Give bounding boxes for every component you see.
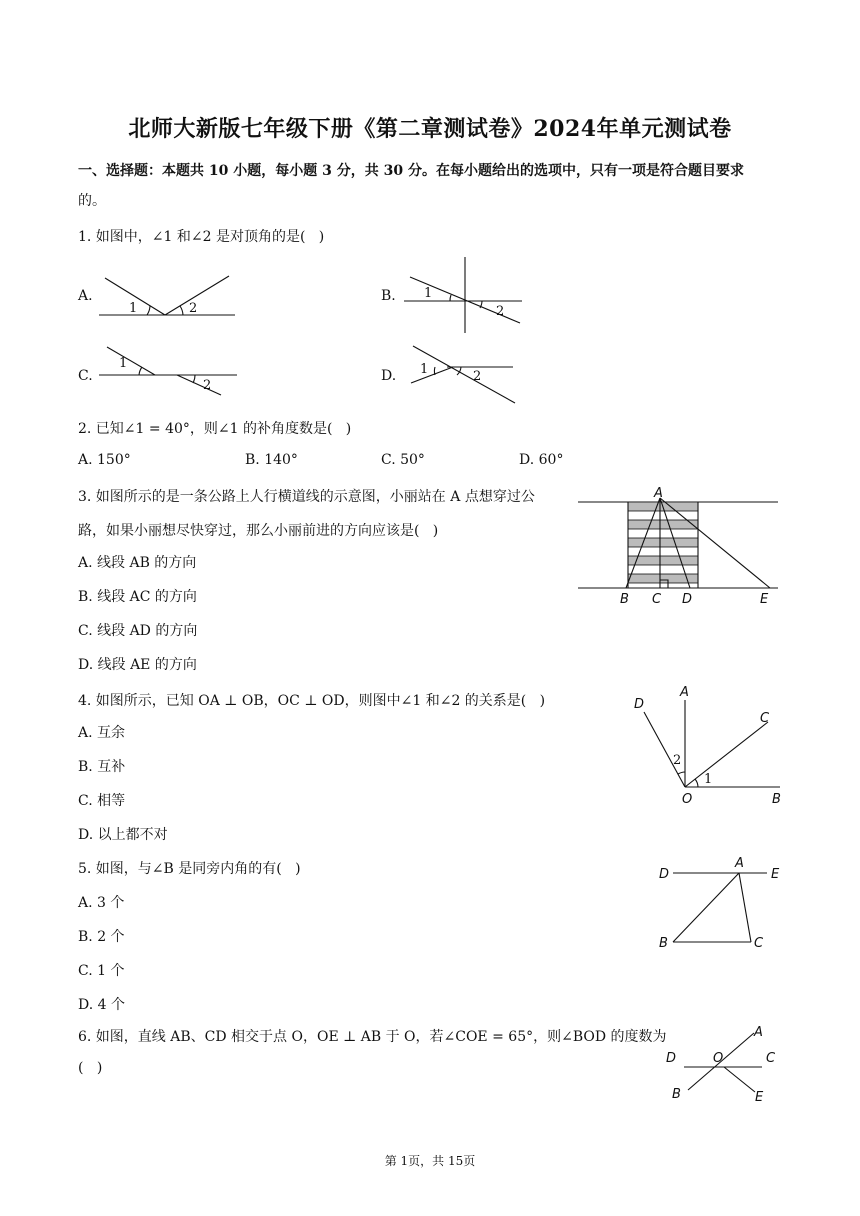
q4-angle-figure	[630, 684, 785, 809]
q5-option-a[interactable]: A. 3 个	[78, 895, 125, 911]
q4-option-c[interactable]: C. 相等	[78, 793, 126, 809]
q5-triangle-figure	[655, 852, 790, 952]
section-header-line1: 一、选择题：本题共 10 小题，每小题 3 分，共 30 分。在每小题给出的选项中，只有一项是符合题目要求	[78, 163, 744, 179]
q3-label-c: C	[652, 592, 662, 607]
q5-label-a: A	[735, 856, 744, 871]
q4-label-a: A	[680, 685, 689, 700]
q3-option-c[interactable]: C. 线段 AD 的方向	[78, 623, 198, 639]
q4-option-a[interactable]: A. 互余	[78, 725, 126, 741]
q1b-angle-1: 1	[424, 286, 433, 301]
q1-figure-c	[97, 343, 242, 398]
q3-option-d[interactable]: D. 线段 AE 的方向	[78, 657, 197, 673]
q5-label-d: D	[659, 867, 670, 882]
q1-figure-a	[95, 270, 240, 325]
q6-label-b: B	[672, 1087, 681, 1102]
q4-label-c: C	[760, 711, 770, 726]
q1-option-a[interactable]: A.	[78, 288, 93, 304]
q3-label-e: E	[760, 592, 769, 607]
q1a-angle-2: 2	[189, 301, 198, 316]
q3-option-b[interactable]: B. 线段 AC 的方向	[78, 589, 197, 605]
q6-lines-figure	[662, 1020, 782, 1108]
page-title: 北师大新版七年级下册《第二章测试卷》2024年单元测试卷	[128, 116, 732, 142]
q2-option-b[interactable]: B. 140°	[245, 452, 298, 468]
q4-angle-2: 2	[673, 753, 682, 768]
q5-label-e: E	[771, 867, 780, 882]
q1-stem: 1. 如图中，∠1 和∠2 是对顶角的是( )	[78, 229, 325, 245]
q5-option-b[interactable]: B. 2 个	[78, 929, 125, 945]
q6-label-o: O	[713, 1051, 724, 1066]
q1-option-b[interactable]: B.	[381, 288, 396, 304]
q6-label-c: C	[766, 1051, 776, 1066]
q5-stem: 5. 如图，与∠B 是同旁内角的有( )	[78, 861, 301, 877]
q5-label-b: B	[659, 936, 668, 951]
q2-option-c[interactable]: C. 50°	[381, 452, 425, 468]
q2-option-d[interactable]: D. 60°	[519, 452, 564, 468]
q3-label-a: A	[654, 486, 663, 501]
q1d-angle-1: 1	[420, 362, 429, 377]
q6-stem-line1: 6. 如图，直线 AB、CD 相交于点 O，OE ⊥ AB 于 O，若∠COE = 65°，则∠BOD 的度数为	[78, 1029, 667, 1045]
q5-label-c: C	[754, 936, 764, 951]
q4-label-o: O	[682, 792, 693, 807]
q4-label-b: B	[772, 792, 781, 807]
q1d-angle-2: 2	[473, 369, 482, 384]
q3-stem-line2: 路，如果小丽想尽快穿过，那么小丽前进的方向应该是( )	[78, 523, 439, 539]
q1-option-c[interactable]: C.	[78, 368, 93, 384]
q2-option-a[interactable]: A. 150°	[78, 452, 131, 468]
q6-label-d: D	[666, 1051, 677, 1066]
q3-label-b: B	[620, 592, 629, 607]
q4-angle-1: 1	[704, 772, 713, 787]
q5-option-d[interactable]: D. 4 个	[78, 997, 125, 1013]
page-footer: 第 1页，共 15页	[384, 1154, 476, 1168]
q2-stem: 2. 已知∠1 = 40°，则∠1 的补角度数是( )	[78, 421, 352, 437]
q6-stem-line2: ( )	[78, 1060, 103, 1076]
q1-figure-d	[405, 343, 520, 408]
q1c-angle-2: 2	[203, 378, 212, 393]
q4-option-b[interactable]: B. 互补	[78, 759, 126, 775]
q3-option-a[interactable]: A. 线段 AB 的方向	[78, 555, 197, 571]
q3-crosswalk-figure	[578, 484, 783, 609]
q1c-angle-1: 1	[119, 356, 128, 371]
q3-stem-line1: 3. 如图所示的是一条公路上人行横道线的示意图，小丽站在 A 点想穿过公	[78, 489, 535, 505]
q1b-angle-2: 2	[496, 304, 505, 319]
q4-option-d[interactable]: D. 以上都不对	[78, 827, 168, 843]
q3-label-d: D	[682, 592, 693, 607]
q5-option-c[interactable]: C. 1 个	[78, 963, 125, 979]
q1a-angle-1: 1	[129, 301, 138, 316]
q1-figure-b	[400, 255, 525, 335]
q4-stem: 4. 如图所示，已知 OA ⊥ OB，OC ⊥ OD，则图中∠1 和∠2 的关系是( )	[78, 693, 546, 709]
section-header-line2: 的。	[78, 193, 106, 209]
q1-option-d[interactable]: D.	[381, 368, 397, 384]
q6-label-e: E	[755, 1090, 764, 1105]
q6-label-a: A	[754, 1025, 763, 1040]
q4-label-d: D	[634, 697, 645, 712]
